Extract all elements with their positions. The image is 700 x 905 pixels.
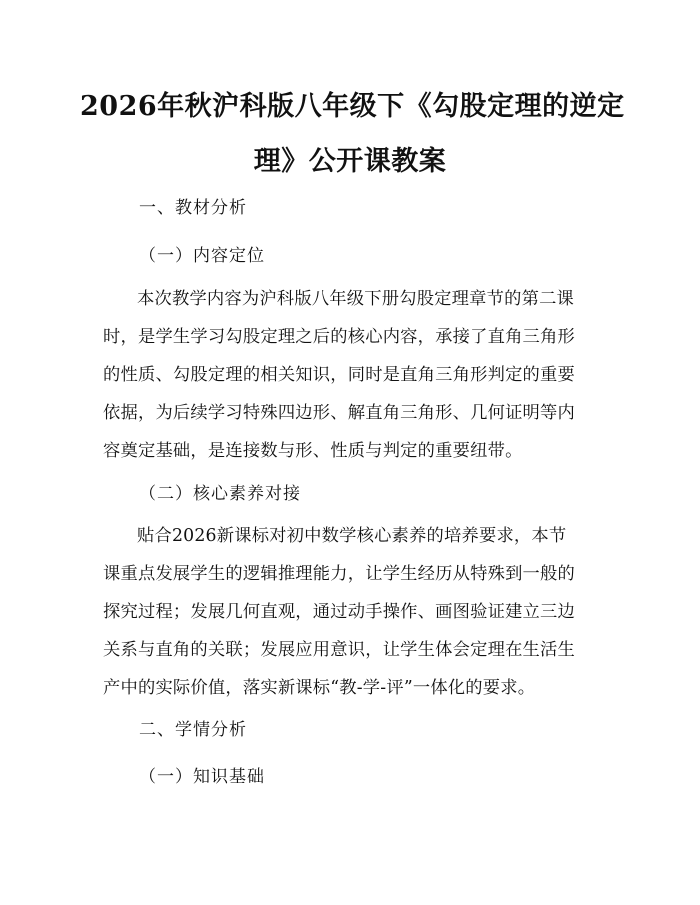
paragraph-line: 关系与直角的关联；发展应用意识，让学生体会定理在生活生 xyxy=(103,640,575,660)
subsection-heading-knowledge-basis: （一）知识基础 xyxy=(139,767,265,787)
paragraph-line: 的性质、勾股定理的相关知识，同时是直角三角形判定的重要 xyxy=(103,365,575,385)
paragraph-line: 依据，为后续学习特殊四边形、解直角三角形、几何证明等内 xyxy=(103,403,575,423)
paragraph-line: 时，是学生学习勾股定理之后的核心内容，承接了直角三角形 xyxy=(103,327,575,347)
paragraph-content-positioning xyxy=(103,280,603,470)
document-title-line-1: 2026年秋沪科版八年级下《勾股定理的逆定 xyxy=(80,91,625,122)
subsection-heading-content-positioning: （一）内容定位 xyxy=(139,246,265,266)
paragraph-line: 容奠定基础，是连接数与形、性质与判定的重要纽带。 xyxy=(103,441,523,461)
paragraph-line: 产中的实际价值，落实新课标“教-学-评”一体化的要求。 xyxy=(103,678,536,698)
section-heading-learning-analysis: 二、学情分析 xyxy=(139,720,247,740)
paragraph-core-literacy xyxy=(103,517,603,707)
document-title-line-2: 理》公开课教案 xyxy=(253,146,447,177)
paragraph-line: 课重点发展学生的逻辑推理能力，让学生经历从特殊到一般的 xyxy=(103,564,575,584)
section-heading-textbook-analysis: 一、教材分析 xyxy=(139,198,247,218)
paragraph-line: 贴合2026新课标对初中数学核心素养的培养要求，本节 xyxy=(137,526,567,546)
subsection-heading-core-literacy: （二）核心素养对接 xyxy=(139,484,301,504)
paragraph-line: 本次教学内容为沪科版八年级下册勾股定理章节的第二课 xyxy=(137,289,575,309)
paragraph-line: 探究过程；发展几何直观，通过动手操作、画图验证建立三边 xyxy=(103,602,575,622)
